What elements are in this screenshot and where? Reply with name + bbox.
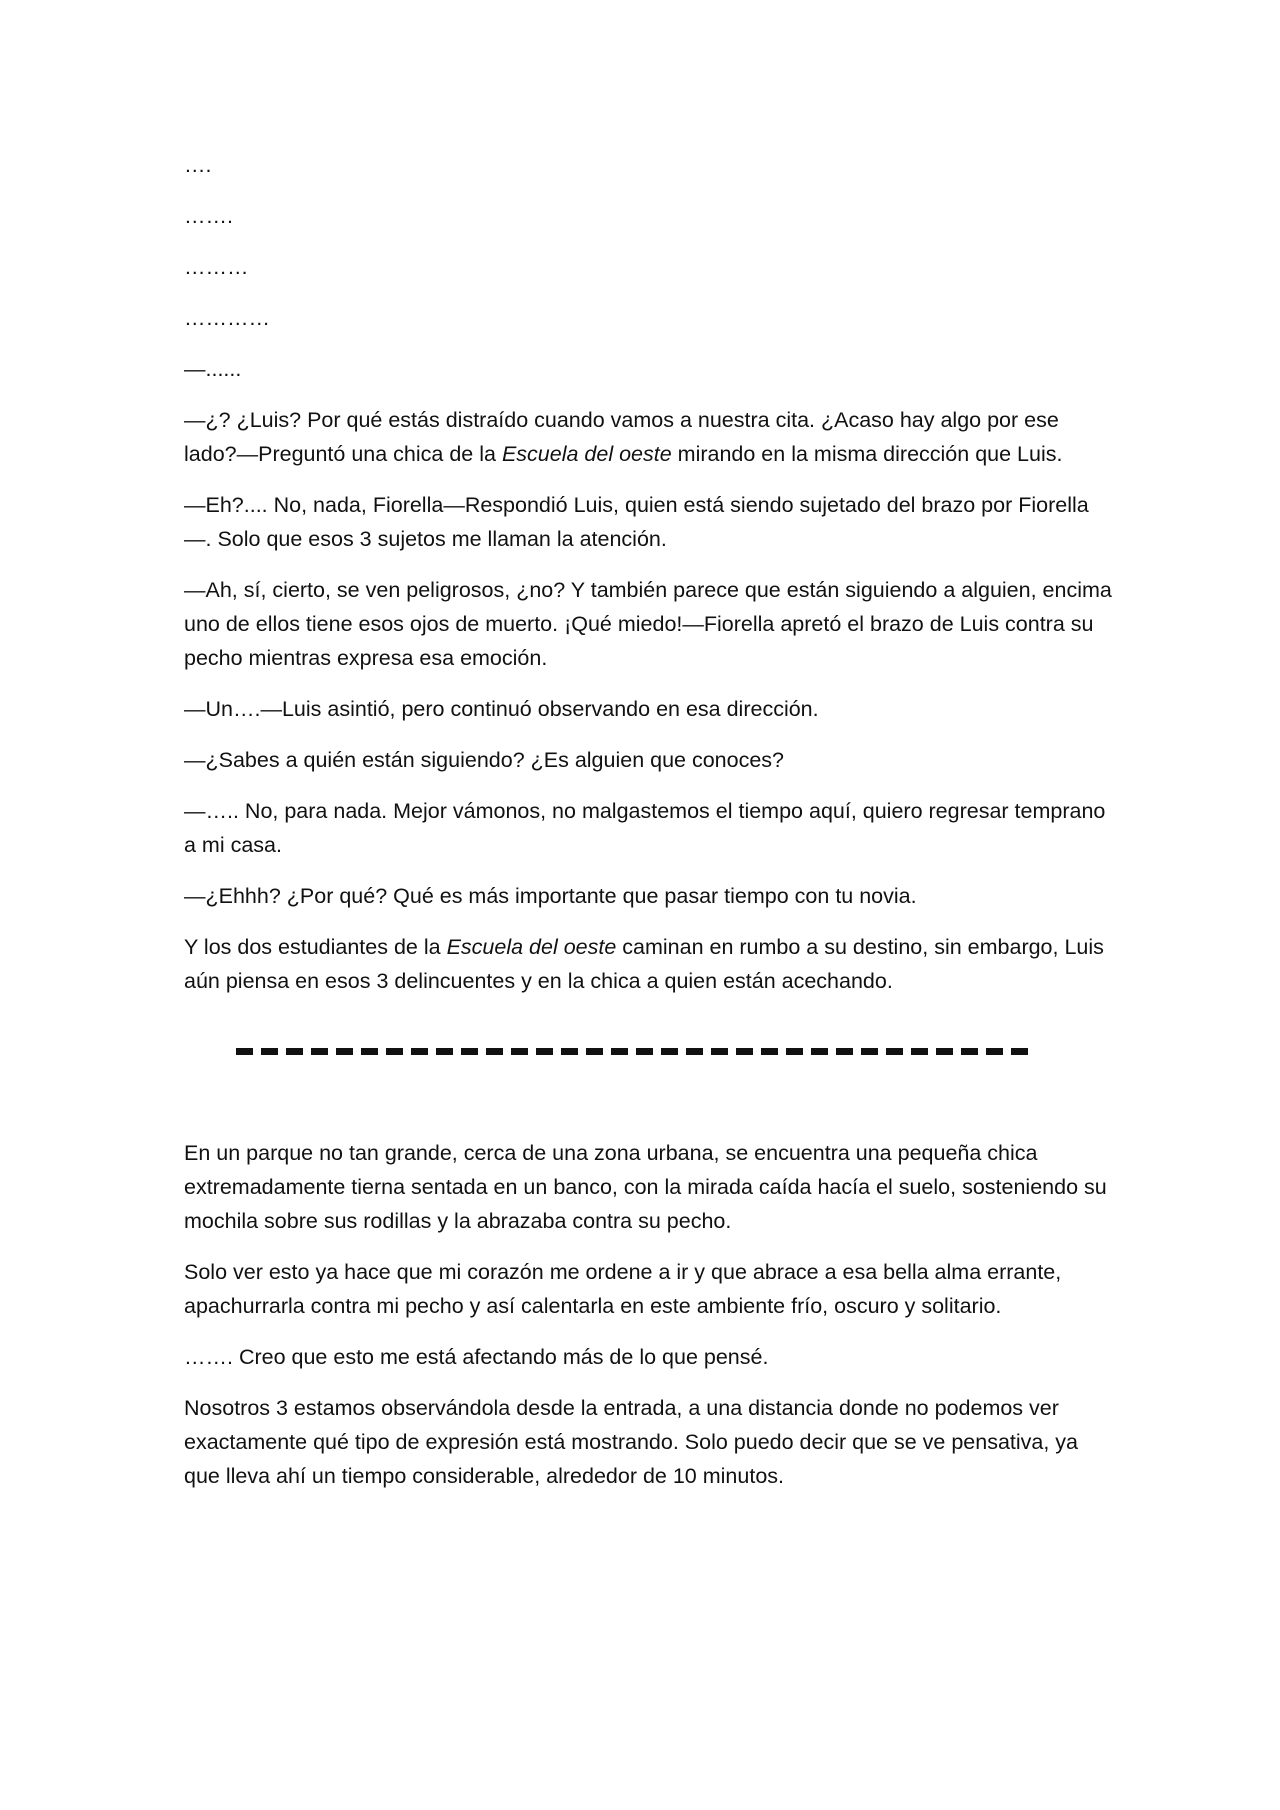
paragraph-7: —¿Ehhh? ¿Por qué? Qué es más importante que pasar tiempo con tu novia. bbox=[184, 884, 917, 908]
ellipsis-line-3: ……… bbox=[184, 255, 249, 279]
paragraph-6: —….. No, para nada. Mejor vámonos, no malgastemos el tiempo aquí, quiero regresar temprano a mi casa. bbox=[184, 799, 1106, 857]
paragraph-12: Nosotros 3 estamos observándola desde la entrada, a una distancia donde no podemos ver exactamente qué tipo de expresión está mostrando. Solo puedo decir que se ve pensativa, ya que lleva ahí un tiempo considerable, alrededor de 10 minutos. bbox=[184, 1396, 1079, 1488]
paragraph-4: —Un….—Luis asintió, pero continuó observando en esa dirección. bbox=[184, 697, 819, 721]
section-separator bbox=[184, 1036, 1114, 1076]
paragraph-1 bbox=[184, 403, 1114, 471]
ellipsis-line-1: …. bbox=[184, 153, 212, 177]
paragraph-8-school-name: Escuela del oeste bbox=[446, 935, 617, 959]
ellipsis-line-2: ……. bbox=[184, 204, 233, 228]
paragraph-3: —Ah, sí, cierto, se ven peligrosos, ¿no? Y también parece que están siguiendo a alguien, encima uno de ellos tiene esos ojos de muerto. ¡Qué miedo!—Fiorella apretó el brazo de Luis contra su pecho mientras expresa esa emoción. bbox=[184, 578, 1112, 670]
paragraph-5: —¿Sabes a quién están siguiendo? ¿Es alguien que conoces? bbox=[184, 748, 785, 772]
paragraph-8-text-a: Y los dos estudiantes de la bbox=[184, 935, 447, 959]
document-page bbox=[184, 148, 1114, 1510]
ellipsis-line-5: —...... bbox=[184, 357, 242, 381]
paragraph-10: Solo ver esto ya hace que mi corazón me ordene a ir y que abrace a esa bella alma errante, apachurrarla contra mi pecho y así calentarla en este ambiente frío, oscuro y solitario. bbox=[184, 1260, 1062, 1318]
paragraph-1-text-a: —¿? ¿Luis? Por qué estás distraído cuando vamos a nuestra cita. ¿Acaso hay algo por ese lado?—Preguntó una chica de la bbox=[184, 408, 1059, 466]
paragraph-8-text-c: caminan en rumbo a su destino, sin embargo, Luis aún piensa en esos 3 delincuentes y en la chica a quien están acechando. bbox=[184, 935, 1104, 993]
paragraph-8 bbox=[184, 930, 1114, 998]
paragraph-11: ……. Creo que esto me está afectando más de lo que pensé. bbox=[184, 1345, 769, 1369]
paragraph-9: En un parque no tan grande, cerca de una zona urbana, se encuentra una pequeña chica extremadamente tierna sentada en un banco, con la mirada caída hacía el suelo, sosteniendo su mochila sobre sus rodillas y la abrazaba contra su pecho. bbox=[184, 1141, 1107, 1233]
ellipsis-line-4: ………… bbox=[184, 306, 270, 330]
paragraph-1-text-c: mirando en la misma dirección que Luis. bbox=[671, 442, 1063, 466]
paragraph-2: —Eh?.... No, nada, Fiorella—Respondió Luis, quien está siendo sujetado del brazo por Fiorella—. Solo que esos 3 sujetos me llaman la atención. bbox=[184, 493, 1089, 551]
dashed-line bbox=[236, 1048, 1036, 1055]
paragraph-1-school-name: Escuela del oeste bbox=[501, 442, 672, 466]
